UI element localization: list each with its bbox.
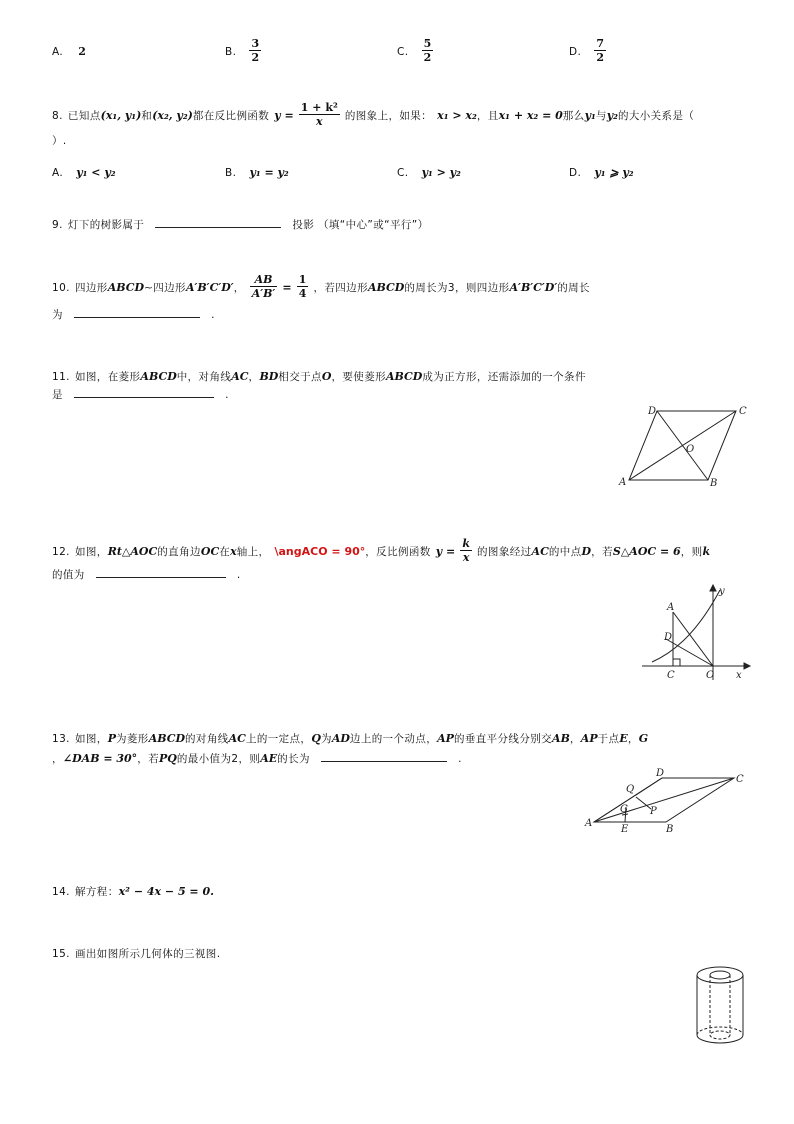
outer-bottom-back: [697, 1027, 743, 1035]
label-x: x: [736, 670, 742, 681]
label-d: D: [656, 768, 665, 779]
label-a: A: [619, 477, 627, 488]
q9-stem: 9. 灯下的树影属于 投影 （填“中心”或“平行”）: [52, 219, 429, 231]
q15-hollow-cylinder-figure: [690, 963, 750, 1049]
label-b: B: [710, 478, 718, 489]
side-ao: [673, 612, 713, 666]
right-angle-mark: [673, 659, 680, 666]
q11-stem-end: 是 .: [52, 389, 229, 401]
outer-top-ellipse: [697, 967, 743, 983]
label-a: A: [667, 602, 675, 613]
hyperbola-curve: [652, 590, 720, 662]
label-o: O: [686, 444, 695, 455]
q7-option-c: C. $\frac{5}{2}$: [397, 37, 432, 64]
q8-stem-end: ）.: [52, 135, 67, 147]
diagonal-bd: [657, 411, 708, 480]
y-axis-arrow: [710, 585, 716, 591]
q13-stem-line2: ，∠DAB = 30°，若PQ的最小值为2，则AE的长为 .: [52, 752, 462, 765]
q8-stem: 8. 已知点(x₁, y₁)和(x₂, y₂)都在反比例函数 y = $\frac{\text{1 + k²}}{x}$ 的图象上，如果： x₁ > x₂，且x₁ + x₂ = 0那么y₁与y₂的大小关系是（: [52, 101, 695, 128]
inner-top-ellipse: [710, 971, 730, 979]
label-d: D: [648, 406, 657, 417]
q10-stem: 10. 四边形ABCD∼四边形A′B′C′D′， $\frac{AB}{A'B'}$ = $\frac{1}{4}$ ，若四边形ABCD的周长为3，则四边形A′B′C′D′的周长: [52, 273, 590, 300]
q12-stem-end: 的值为 .: [52, 569, 241, 581]
q12-stem: 12. 如图，Rt△AOC的直角边OC在x轴上， \angACO = 90°，反比例函数 y = $\frac{k}{x}$ 的图象经过AC的中点D，若S△AOC = 6，则k: [52, 537, 711, 564]
label-q: Q: [626, 784, 635, 795]
label-c: C: [739, 406, 747, 417]
q11-stem: 11. 如图，在菱形ABCD中，对角线AC，BD相交于点O，要使菱形ABCD成为正方形，还需添加的一个条件: [52, 370, 586, 383]
label-c: C: [667, 670, 675, 681]
inner-bottom-hidden: [710, 1031, 730, 1039]
q9-answer-blank[interactable]: [155, 226, 281, 228]
q14-stem: 14. 解方程：x² − 4x − 5 = 0.: [52, 885, 214, 898]
label-y: y: [719, 586, 725, 597]
q11-answer-blank[interactable]: [74, 396, 214, 398]
q8-option-d: D. y₁ ⩾ y₂: [569, 166, 634, 179]
q8-option-a: A. y₁ < y₂: [52, 166, 116, 179]
q8-option-b: B. y₁ = y₂: [225, 166, 289, 179]
q15-stem: 15. 画出如图所示几何体的三视图.: [52, 948, 221, 960]
q7-option-b: B. $\frac{3}{2}$: [225, 37, 260, 64]
q12-answer-blank[interactable]: [96, 576, 226, 578]
red-latex-macro: \angACO = 90°: [274, 545, 366, 558]
segment-qp: [636, 797, 651, 809]
q10-stem-end: 为 .: [52, 309, 215, 321]
q13-stem: 13. 如图，P为菱形ABCD的对角线AC上的一定点，Q为AD边上的一个动点，AP的垂直平分线分别交AB，AP于点E，G: [52, 732, 649, 745]
q7-option-a: A. 2: [52, 45, 86, 58]
label-o: O: [706, 670, 715, 681]
label-p: P: [650, 806, 657, 817]
q7-option-d: D. $\frac{7}{2}$: [569, 37, 604, 64]
label-g: G: [620, 804, 628, 815]
label-d: D: [664, 632, 673, 643]
q12-coordinate-figure: [640, 582, 754, 682]
q8-option-c: C. y₁ > y₂: [397, 166, 461, 179]
label-b: B: [666, 824, 674, 835]
q13-rhombus-figure: [584, 764, 754, 836]
label-c: C: [736, 774, 744, 785]
x-axis-arrow: [744, 663, 750, 669]
q10-answer-blank[interactable]: [74, 316, 200, 318]
label-e: E: [621, 824, 629, 835]
label-a: A: [585, 818, 593, 829]
q11-rhombus-figure: [612, 400, 762, 492]
diagonal-ac: [594, 778, 734, 822]
q13-answer-blank[interactable]: [321, 760, 447, 762]
